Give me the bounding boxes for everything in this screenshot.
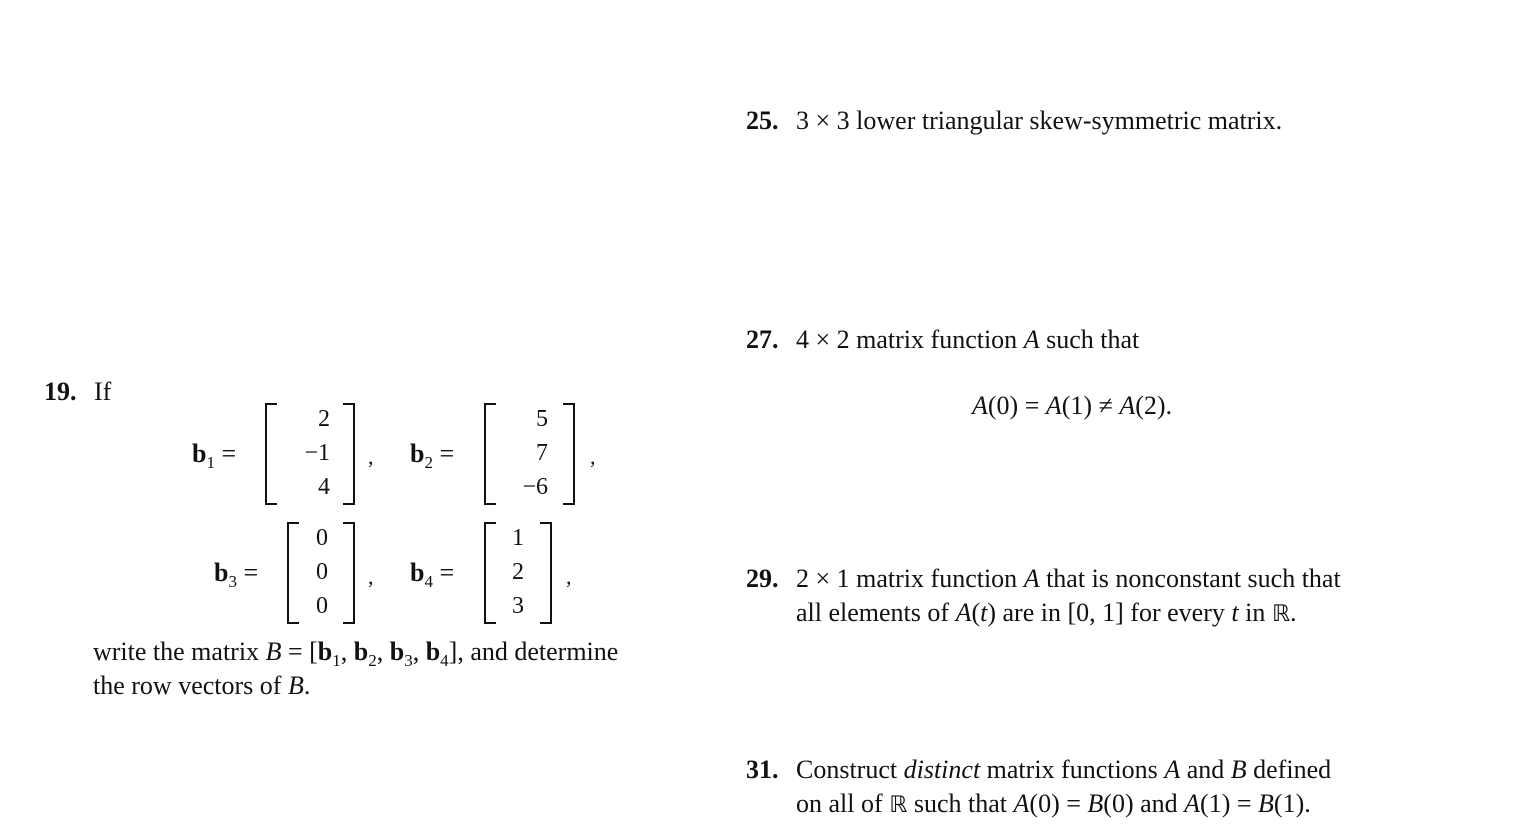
- vector-b4-label: $b_4$ =: [410, 558, 455, 592]
- vector-b4-entry-3: 3: [512, 593, 524, 619]
- vector-b1-right-bracket: [343, 403, 355, 505]
- vector-b3-entry-1: 0: [316, 525, 328, 551]
- vector-b2-entry-1: 5: [536, 406, 548, 432]
- vector-b2-label: $b_2$ =: [410, 439, 455, 473]
- vector-b2-left-bracket: [484, 403, 496, 505]
- problem-19-line-2: the row vectors of B.: [93, 671, 311, 700]
- problem-19-number: 19.: [44, 377, 77, 406]
- problem-31-number: 31.: [746, 755, 779, 784]
- vector-b1-entry-1: 2: [318, 406, 330, 432]
- vector-b1-label: $b_1$ =: [192, 439, 237, 473]
- vector-b3-right-bracket: [343, 522, 355, 624]
- vector-b3-entry-3: 0: [316, 593, 328, 619]
- vector-b1-left-bracket: [265, 403, 277, 505]
- vector-b1-entry-2: −1: [304, 440, 330, 466]
- problem-29-number: 29.: [746, 564, 779, 593]
- vector-b3-label: $b_3$ =: [214, 558, 259, 592]
- vector-b2-entry-3: −6: [522, 474, 548, 500]
- vector-b4-entry-1: 1: [512, 525, 524, 551]
- vector-b1-comma: ,: [368, 444, 374, 469]
- vector-b2-right-bracket: [563, 403, 575, 505]
- vector-b4-right-bracket: [540, 522, 552, 624]
- vector-b3-comma: ,: [368, 564, 374, 589]
- problem-31-line-1: Construct distinct matrix functions A and B defined: [796, 755, 1332, 784]
- vector-b1-entry-3: 4: [318, 474, 330, 500]
- problem-25-number: 25.: [746, 106, 779, 135]
- vector-b2-entry-2: 7: [536, 440, 548, 466]
- problem-31-line-2: on all of ℝ such that A(0) = B(0) and A(1) = B(1).: [796, 789, 1311, 818]
- problem-29-line-1: 2 × 1 matrix function A that is nonconstant such that: [796, 564, 1341, 593]
- problem-27-number: 27.: [746, 325, 779, 354]
- problem-19-line-1: write the matrix $B = [b_1$, $b_2$, $b_3$, $b_4$], and determine: [93, 637, 619, 671]
- problem-29-line-2: all elements of A(t) are in [0, 1] for every t in ℝ.: [796, 598, 1297, 627]
- vector-b3-entry-2: 0: [316, 559, 328, 585]
- problem-27-text: 4 × 2 matrix function A such that: [796, 325, 1140, 354]
- vector-b4-comma: ,: [566, 564, 572, 589]
- problem-27-display-equation: A(0) = A(1) ≠ A(2).: [972, 391, 1173, 420]
- vector-b2-comma: ,: [590, 444, 596, 469]
- vector-b4-entry-2: 2: [512, 559, 524, 585]
- problem-25-text: 3 × 3 lower triangular skew-symmetric matrix.: [796, 106, 1283, 135]
- problem-19-intro: If: [94, 377, 112, 406]
